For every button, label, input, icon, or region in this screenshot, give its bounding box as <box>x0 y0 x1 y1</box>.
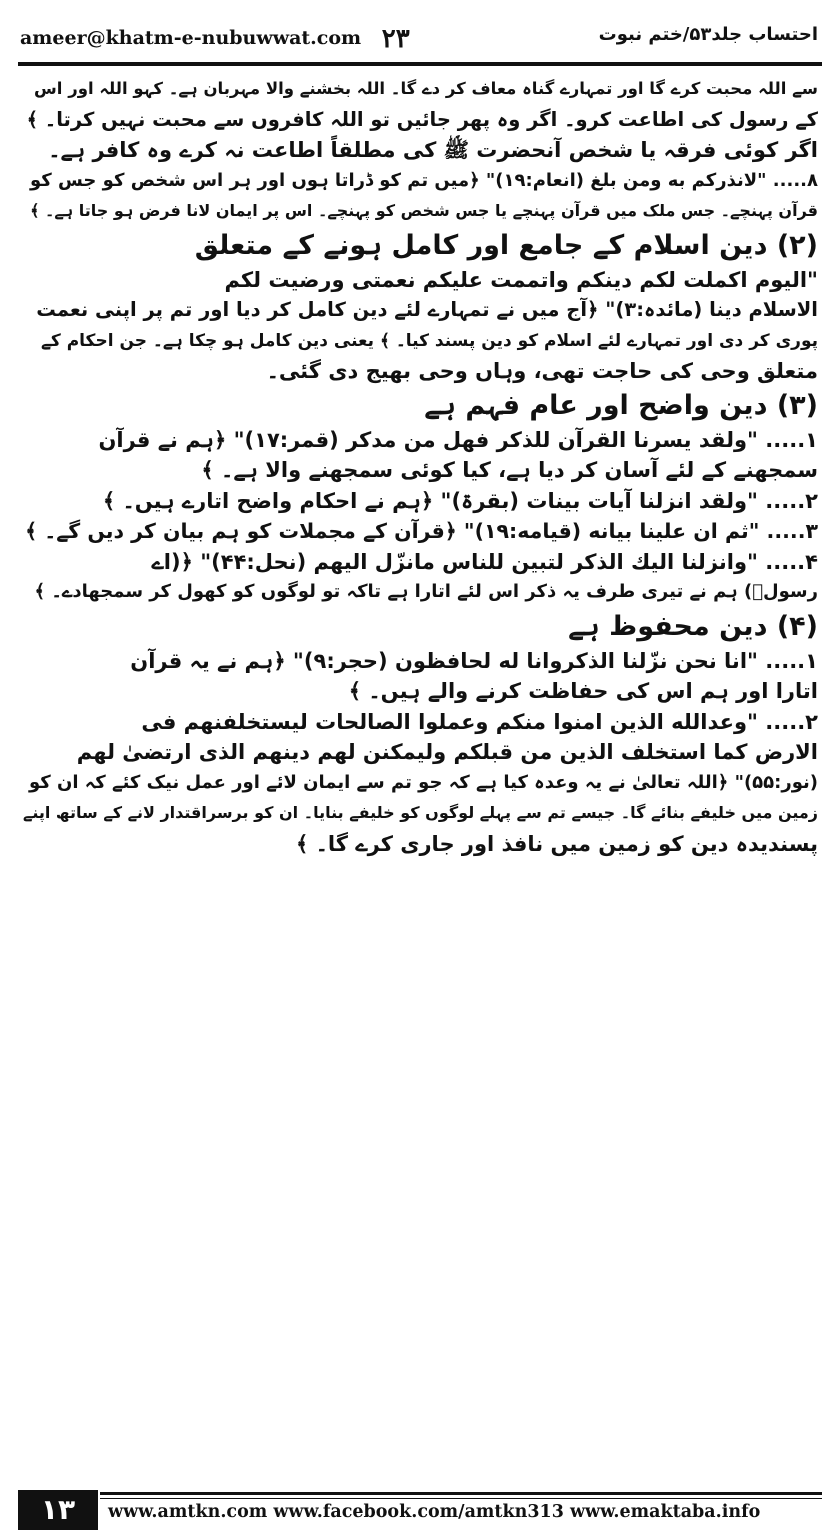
body-line: ۸..... "لانذرکم به ومن بلغ (انعام:۱۹)" ﴿میں تم کو ڈراتا ہوں اور ہر اس شخص کو جس کو <box>29 169 818 191</box>
body-line: الاسلام دینا (مائدہ:۳)" ﴿آج میں نے تمہارے لئے دین کامل کر دیا اور تم پر اپنی نعمت <box>36 298 818 321</box>
body-line: الارض کما استخلف الذین من قبلکم ولیمکنن لهم دینهم الذی ارتضیٰ لهم <box>76 740 818 764</box>
body-line: اتارا اور ہم اس کی حفاظت کرنے والے ہیں۔ ﴾ <box>348 679 818 703</box>
body-line: ۴..... "وانزلنا الیك الذکر لتبین للناس مانزّل الیهم (نحل:۴۴)" ﴿(اے <box>151 549 818 574</box>
body-line: ۲..... "وعدالله الذین امنوا منکم وعملوا الصالحات لیستخلفنهم فی <box>141 709 818 734</box>
footer-page-number: ۱۳ <box>18 1490 98 1530</box>
body-line: پوری کر دی اور تمہارے لئے اسلام کو دین پسند کیا۔ ﴾ یعنی دین کامل ہو چکا ہے۔ جن احکام کے <box>40 330 818 351</box>
footer-rule-thin <box>100 1498 822 1499</box>
body-line: سے اللہ محبت کرے گا اور تمہارے گناہ معاف کر دے گا۔ اللہ بخشنے والا مہربان ہے۔ کہو اللہ اور اس <box>34 79 818 98</box>
body-line: رسولؐ) ہم نے تیری طرف یہ ذکر اس لئے اتارا ہے تاکہ تو لوگوں کو کھول کر سمجھادے۔ ﴾ <box>34 581 818 602</box>
body-line: زمین میں خلیفے بنائے گا۔ جیسے تم سے پہلے لوگوں کو خلیفے بنایا۔ ان کو برسراقتدار لانے کے ساتھ اپنے <box>22 803 818 822</box>
page-footer <box>18 1490 822 1530</box>
body-line: اگر کوئی فرقہ یا شخص آنحضرت ﷺ کی مطلقاً اطاعت نہ کرے وہ کافر ہے۔ <box>48 138 818 162</box>
header-volume-title: احتساب جلد۵۳/ختم نبوت <box>598 24 818 45</box>
body-line: سمجھنے کے لئے آسان کر دیا ہے، کیا کوئی سمجھنے والا ہے۔ ﴾ <box>201 458 818 482</box>
body-line: متعلق وحی کی حاجت تھی، وہاں وحی بھیج دی گئی۔ <box>266 359 818 383</box>
page-header <box>18 20 822 60</box>
header-email: ameer@khatm-e-nubuwwat.com <box>20 27 362 49</box>
body-line: پسندیدہ دین کو زمین میں نافذ اور جاری کرے گا۔ ﴾ <box>296 831 818 856</box>
body-line: ۳..... "ثم ان علینا بیانه (قیامه:۱۹)" ﴿قرآن کے مجملات کو ہم بیان کر دیں گے۔ ﴾ <box>25 519 818 543</box>
body-line: ۲..... "ولقد انزلنا آیات بینات (بقرۃ)" ﴿ہم نے احکام واضح اتارے ہیں۔ ﴾ <box>102 488 818 513</box>
body-line: ۱..... "ولقد یسرنا القرآن للذکر فهل من مدکر (قمر:۱۷)" ﴿ہم نے قرآن <box>98 427 818 452</box>
footer-rule <box>100 1492 822 1495</box>
body-line: قرآن پہنچے۔ جس ملک میں قرآن پہنچے یا جس شخص کو پہنچے۔ اس پر ایمان لانا فرض ہو جاتا ہے۔ ﴾ <box>30 201 818 220</box>
section-heading-3: (۳) دین واضح اور عام فہم ہے <box>424 389 818 421</box>
body-line: "الیوم اکملت لکم دینکم واتممت علیکم نعمتی ورضیت لکم <box>224 267 818 292</box>
body-line: کے رسول کی اطاعت کرو۔ اگر وہ پھر جائیں تو اللہ کافروں سے محبت نہیں کرتا۔ ﴾ <box>26 107 818 131</box>
header-rule <box>18 62 822 66</box>
footer-links: www.amtkn.com www.facebook.com/amtkn313 www.emaktaba.info <box>108 1502 761 1522</box>
page-body <box>22 74 818 859</box>
section-heading-2: (۲) دین اسلام کے جامع اور کامل ہونے کے متعلق <box>194 229 818 261</box>
body-line: ۱..... "انا نحن نزّلنا الذکروانا له لحافظون (حجر:۹)" ﴿ہم نے یہ قرآن <box>130 648 818 673</box>
header-left <box>20 24 410 54</box>
body-line: (نور:۵۵)" ﴿اللہ تعالیٰ نے یہ وعدہ کیا ہے کہ جو تم سے ایمان لائے اور عمل نیک کئے کہ ان کو <box>28 771 818 793</box>
section-heading-4: (۴) دین محفوظ ہے <box>568 610 818 642</box>
header-page-number: ۲۳ <box>381 24 410 54</box>
